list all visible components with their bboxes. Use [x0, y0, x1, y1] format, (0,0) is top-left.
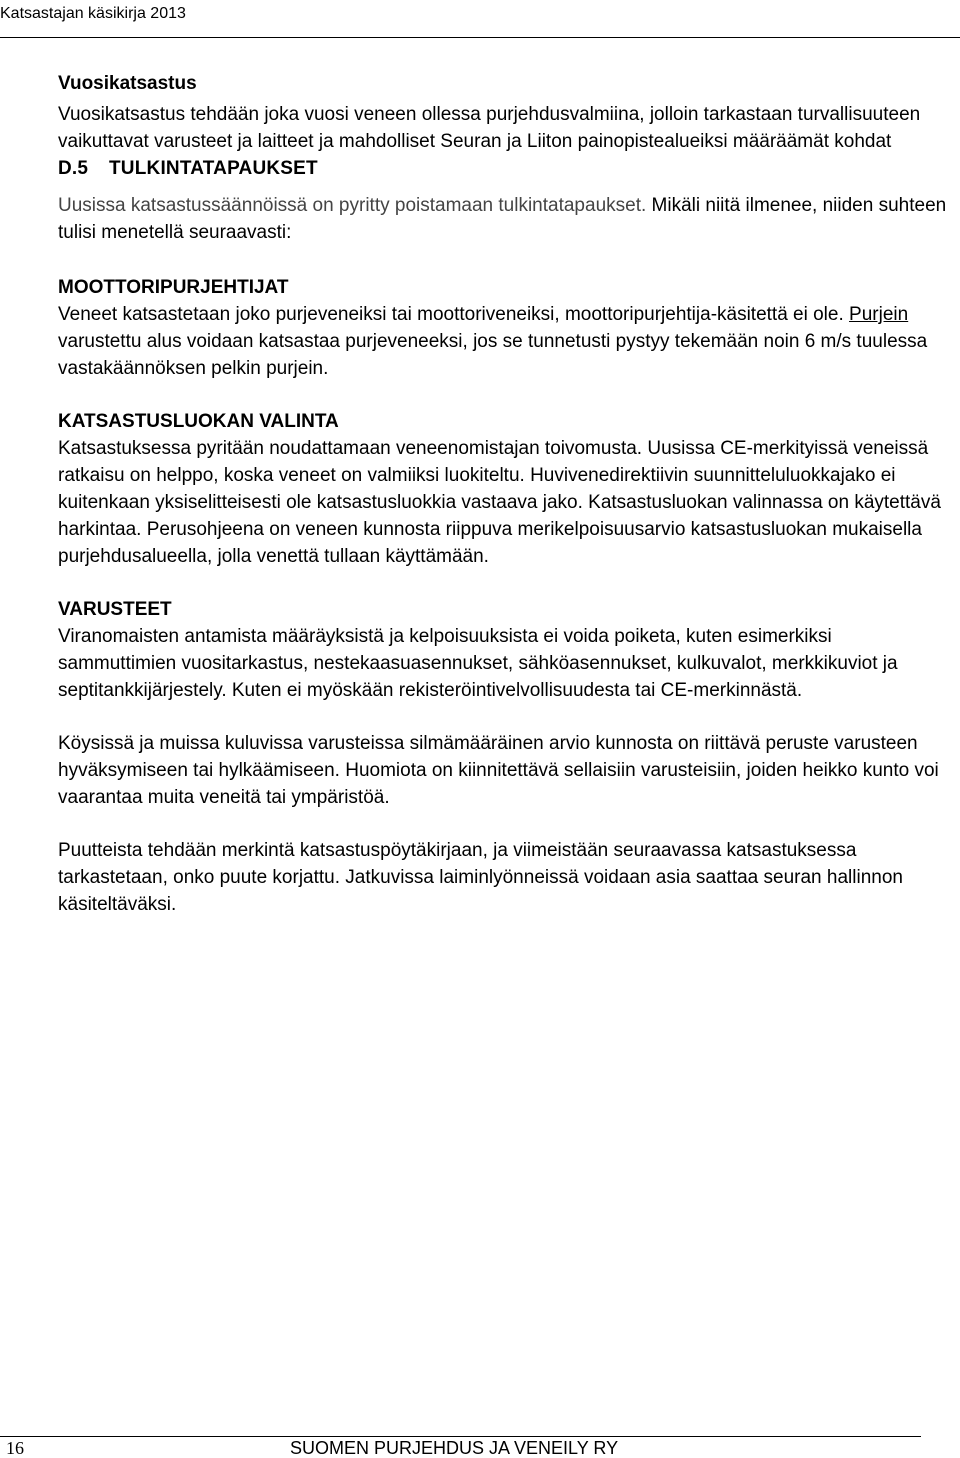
paragraph-varusteet-2: Köysissä ja muissa kuluvissa varusteissa silmämääräinen arvio kunnosta on riittävä peruste varusteen hyväksymiseen tai hylkäämiseen. Huomiota on kiinnitettävä sellaisiin varusteisiin, joiden heikko kunto voi vaarantaa muita veneitä tai ympäristöä.: [58, 733, 939, 808]
purjein-link[interactable]: Purjein: [849, 304, 909, 325]
section-number: D.5: [58, 158, 89, 179]
heading-vuosikatsastus: Vuosikatsastus: [58, 73, 197, 94]
paragraph-moottoripurjehtijat-end: varustettu alus voidaan katsastaa purjeveneeksi, jos se tunnetusti pystyy tekemään noin 6 m/s tuulessa vastakäännöksen pelkin purjein.: [58, 331, 928, 379]
document-body: [58, 70, 953, 918]
heading-d5-tulkintatapaukset: [58, 155, 953, 182]
section-title: TULKINTATAPAUKSET: [109, 158, 318, 179]
paragraph-tulkintatapaukset: [58, 192, 953, 246]
paragraph-moottoripurjehtijat: [58, 301, 953, 382]
heading-varusteet: VARUSTEET: [58, 599, 172, 620]
heading-katsastusluokan-valinta: KATSASTUSLUOKAN VALINTA: [58, 411, 339, 432]
paragraph-vuosikatsastus: Vuosikatsastus tehdään joka vuosi veneen ollessa purjehdusvalmiina, jolloin tarkastaan turvallisuuteen vaikuttavat varusteet ja laitteet ja mahdolliset Seuran ja Liiton painopistealueiksi määräämät kohdat: [58, 104, 921, 152]
paragraph-tulkintatapaukset-lead: Uusissa katsastussäännöissä on pyritty poistamaan tulkintatapaukset.: [58, 195, 647, 216]
paragraph-tulkintatapaukset-rest: Mikäli niitä ilmenee, niiden suhteen tulisi menetellä seuraavasti:: [58, 195, 947, 243]
paragraph-varusteet-1: Viranomaisten antamista määräyksistä ja kelpoisuuksista ei voida poiketa, kuten esimerkiksi sammuttimien vuositarkastus, nestekaasuasennukset, sähköasennukset, kulkuvalot, merkkikuviot ja septitankkijärjestely. Kuten ei myöskään rekisteröintivelvollisuudesta tai CE-merkinnästä.: [58, 626, 898, 701]
heading-moottoripurjehtijat: MOOTTORIPURJEHTIJAT: [58, 277, 289, 298]
page-number: 16: [6, 1438, 24, 1458]
paragraph-katsastusluokan-valinta: Katsastuksessa pyritään noudattamaan veneenomistajan toivomusta. Uusissa CE-merkityissä veneissä ratkaisu on helppo, koska veneet on valmiiksi luokiteltu. Huvivenedirektiivin suunnitteluluokkajako ei kuitenkaan yksiselitteisesti ole katsastusluokkia vastaava jako. Katsastusluokan valinnassa on käytettävä harkintaa. Perusohjeena on veneen kunnosta riippuva merikelpoisuusarvio katsastusluokan mukaisella purjehdusalueella, jolla venettä tullaan käyttämään.: [58, 438, 941, 567]
footer-rule: [0, 1436, 921, 1437]
footer-organization: SUOMEN PURJEHDUS JA VENEILY RY: [290, 1438, 619, 1458]
paragraph-varusteet-3: Puutteista tehdään merkintä katsastuspöytäkirjaan, ja viimeistään seuraavassa katsastuksessa tarkastetaan, onko puute korjattu. Jatkuvissa laiminlyönneissä voidaan asia saattaa seuran hallinnon käsiteltäväksi.: [58, 840, 903, 915]
paragraph-moottoripurjehtijat-start: Veneet katsastetaan joko purjeveneiksi tai moottoriveneiksi, moottoripurjehtija-käsitettä ei ole.: [58, 304, 850, 325]
running-header: Katsastajan käsikirja 2013: [0, 5, 186, 22]
header-rule: [0, 37, 960, 38]
